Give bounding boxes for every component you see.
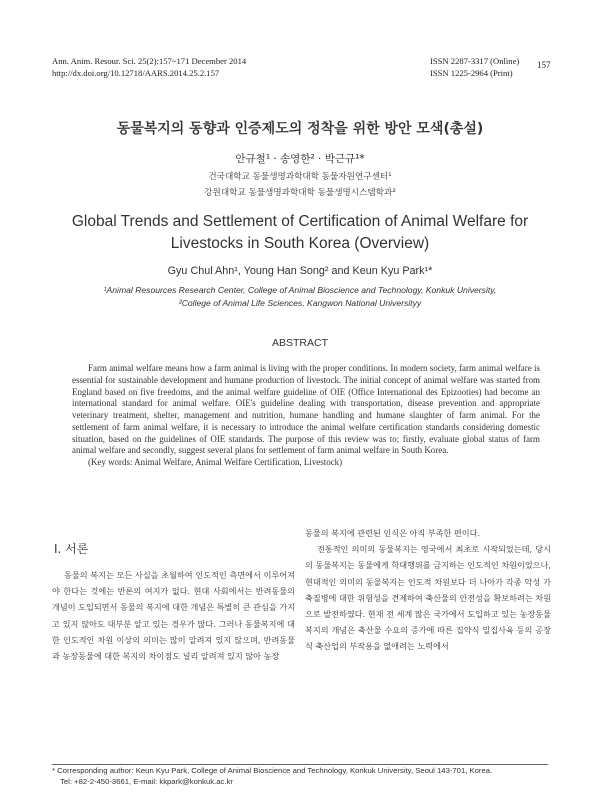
korean-affiliation-2: 강원대학교 동물생명과학대학 동물생명시스템학과² bbox=[204, 188, 396, 198]
corresponding-author-footnote bbox=[52, 766, 552, 787]
intro-paragraph-2: 전통적인 의미의 동물복지는 영국에서 최초로 시작되었는데, 당시의 동물복지는 동물에게 학대행위를 금지하는 인도적인 차원이었으나, 현대적인 의미의 동물복지는 인도적 차원보다 더 나아가 각종 악성 가축질병에 대한 위험성을 견제하여 축산물의 안전성을 확보하려는 차원으로 발전하였다. 현재 전 세계 많은 국가에서 도입하고 있는 농장동물복지의 개념은 축산물 수요의 증가에 따른 집약식 밀집사육 등의 공장식 축산업의 부작용을 없애려는 노력에서 bbox=[305, 544, 551, 652]
korean-authors: 안규철¹ · 송영한² · 박근규¹* bbox=[235, 153, 365, 165]
issn-print: ISSN 1225-2964 (Print) bbox=[430, 67, 513, 78]
abstract-heading: ABSTRACT bbox=[271, 337, 328, 349]
journal-citation: Ann. Anim. Resour. Sci. 25(2):157~171 December 2014 bbox=[52, 56, 247, 66]
section-title: Ⅰ. 서론 bbox=[54, 542, 89, 556]
left-column bbox=[52, 567, 295, 664]
page-number: 157 bbox=[537, 60, 551, 70]
footnote-line-1: * Corresponding author: Keun Kyu Park, College of Animal Bioscience and Technology, Konkuk University, Seoul 143-701, Korea. bbox=[52, 766, 493, 775]
abstract-body: Farm animal welfare means how a farm animal is living with the proper conditions. In modern society, farm animal welfare is essential for sustainable development and humane production of livestock. The initial concept of animal welfare was started from England based on five freedoms, and the animal welfare guideline of OIE (Office International des Epizooties) had become an international standard for animal welfare. OIE's guideline dealing with transportation, disease prevention and appropriate veterinary treatment, shelter, management and nutrition, humane handling and humane slaughter of farm animal. For the settlement of farm animal welfare, it is necessary to introduce the animal welfare certification standards considering domestic situation, based on the guidelines of OIE standards. The purpose of this review was to; firstly, evaluate global status of farm animal welfare and secondly, suggest several plans for settlement of farm animal welfare in South Korea. bbox=[72, 363, 540, 456]
footnote-divider bbox=[52, 764, 548, 765]
english-title-line-1: Global Trends and Settlement of Certification of Animal Welfare for bbox=[71, 213, 529, 230]
right-column bbox=[305, 525, 551, 655]
english-affiliation-2: ²College of Animal Life Sciences, Kangwon National Universityy bbox=[178, 298, 422, 308]
abstract-block bbox=[72, 363, 540, 469]
issn-block bbox=[430, 56, 519, 79]
doi-link[interactable]: http://dx.doi.org/10.12718/AARS.2014.25.2.157 bbox=[52, 67, 220, 78]
korean-affiliation-1: 건국대학교 동물생명과학대학 동물자원연구센터¹ bbox=[208, 172, 392, 182]
english-title bbox=[0, 211, 600, 255]
issn-online: ISSN 2287-3317 (Online) bbox=[430, 56, 520, 66]
footnote-line-2: Tel: +82-2-450-3661, E-mail: kkpark@konkuk.ac.kr bbox=[60, 776, 233, 786]
korean-title: 동물복지의 동향과 인증제도의 정착을 위한 방안 모색(총설) bbox=[116, 121, 484, 137]
intro-paragraph-continued: 동물의 복지에 관련된 인식은 아직 부족한 편이다. bbox=[305, 528, 481, 538]
english-affiliation-1: ¹Animal Resources Research Center, College of Animal Bioscience and Technology, Konkuk University, bbox=[103, 285, 497, 295]
keywords: (Key words: Animal Welfare, Animal Welfare Certification, Livestock) bbox=[88, 457, 343, 467]
english-authors: Gyu Chul Ahn¹, Young Han Song² and Keun Kyu Park¹* bbox=[167, 265, 433, 277]
journal-header bbox=[52, 56, 246, 79]
english-title-line-2: Livestocks in South Korea (Overview) bbox=[170, 235, 430, 252]
intro-paragraph: 동물의 복지는 모든 사실을 초월하여 인도적인 측면에서 이루어져야 한다는 것에는 반론의 여지가 없다. 현대 사회에서는 반려동물의 개념이 도입되면서 동물의 복지에 대한 개념은 특별히 큰 관심을 가지고 있지 않아도 대부분 알고 있는 경우가 많다. 그러나 동물복지에 대한 인도적인 차원 이상의 의미는 많이 알려져 있지 않으며, 반려동물과 농장동물에 대한 복지의 차이점도 널리 알려져 있지 않아 농장 bbox=[52, 570, 296, 662]
